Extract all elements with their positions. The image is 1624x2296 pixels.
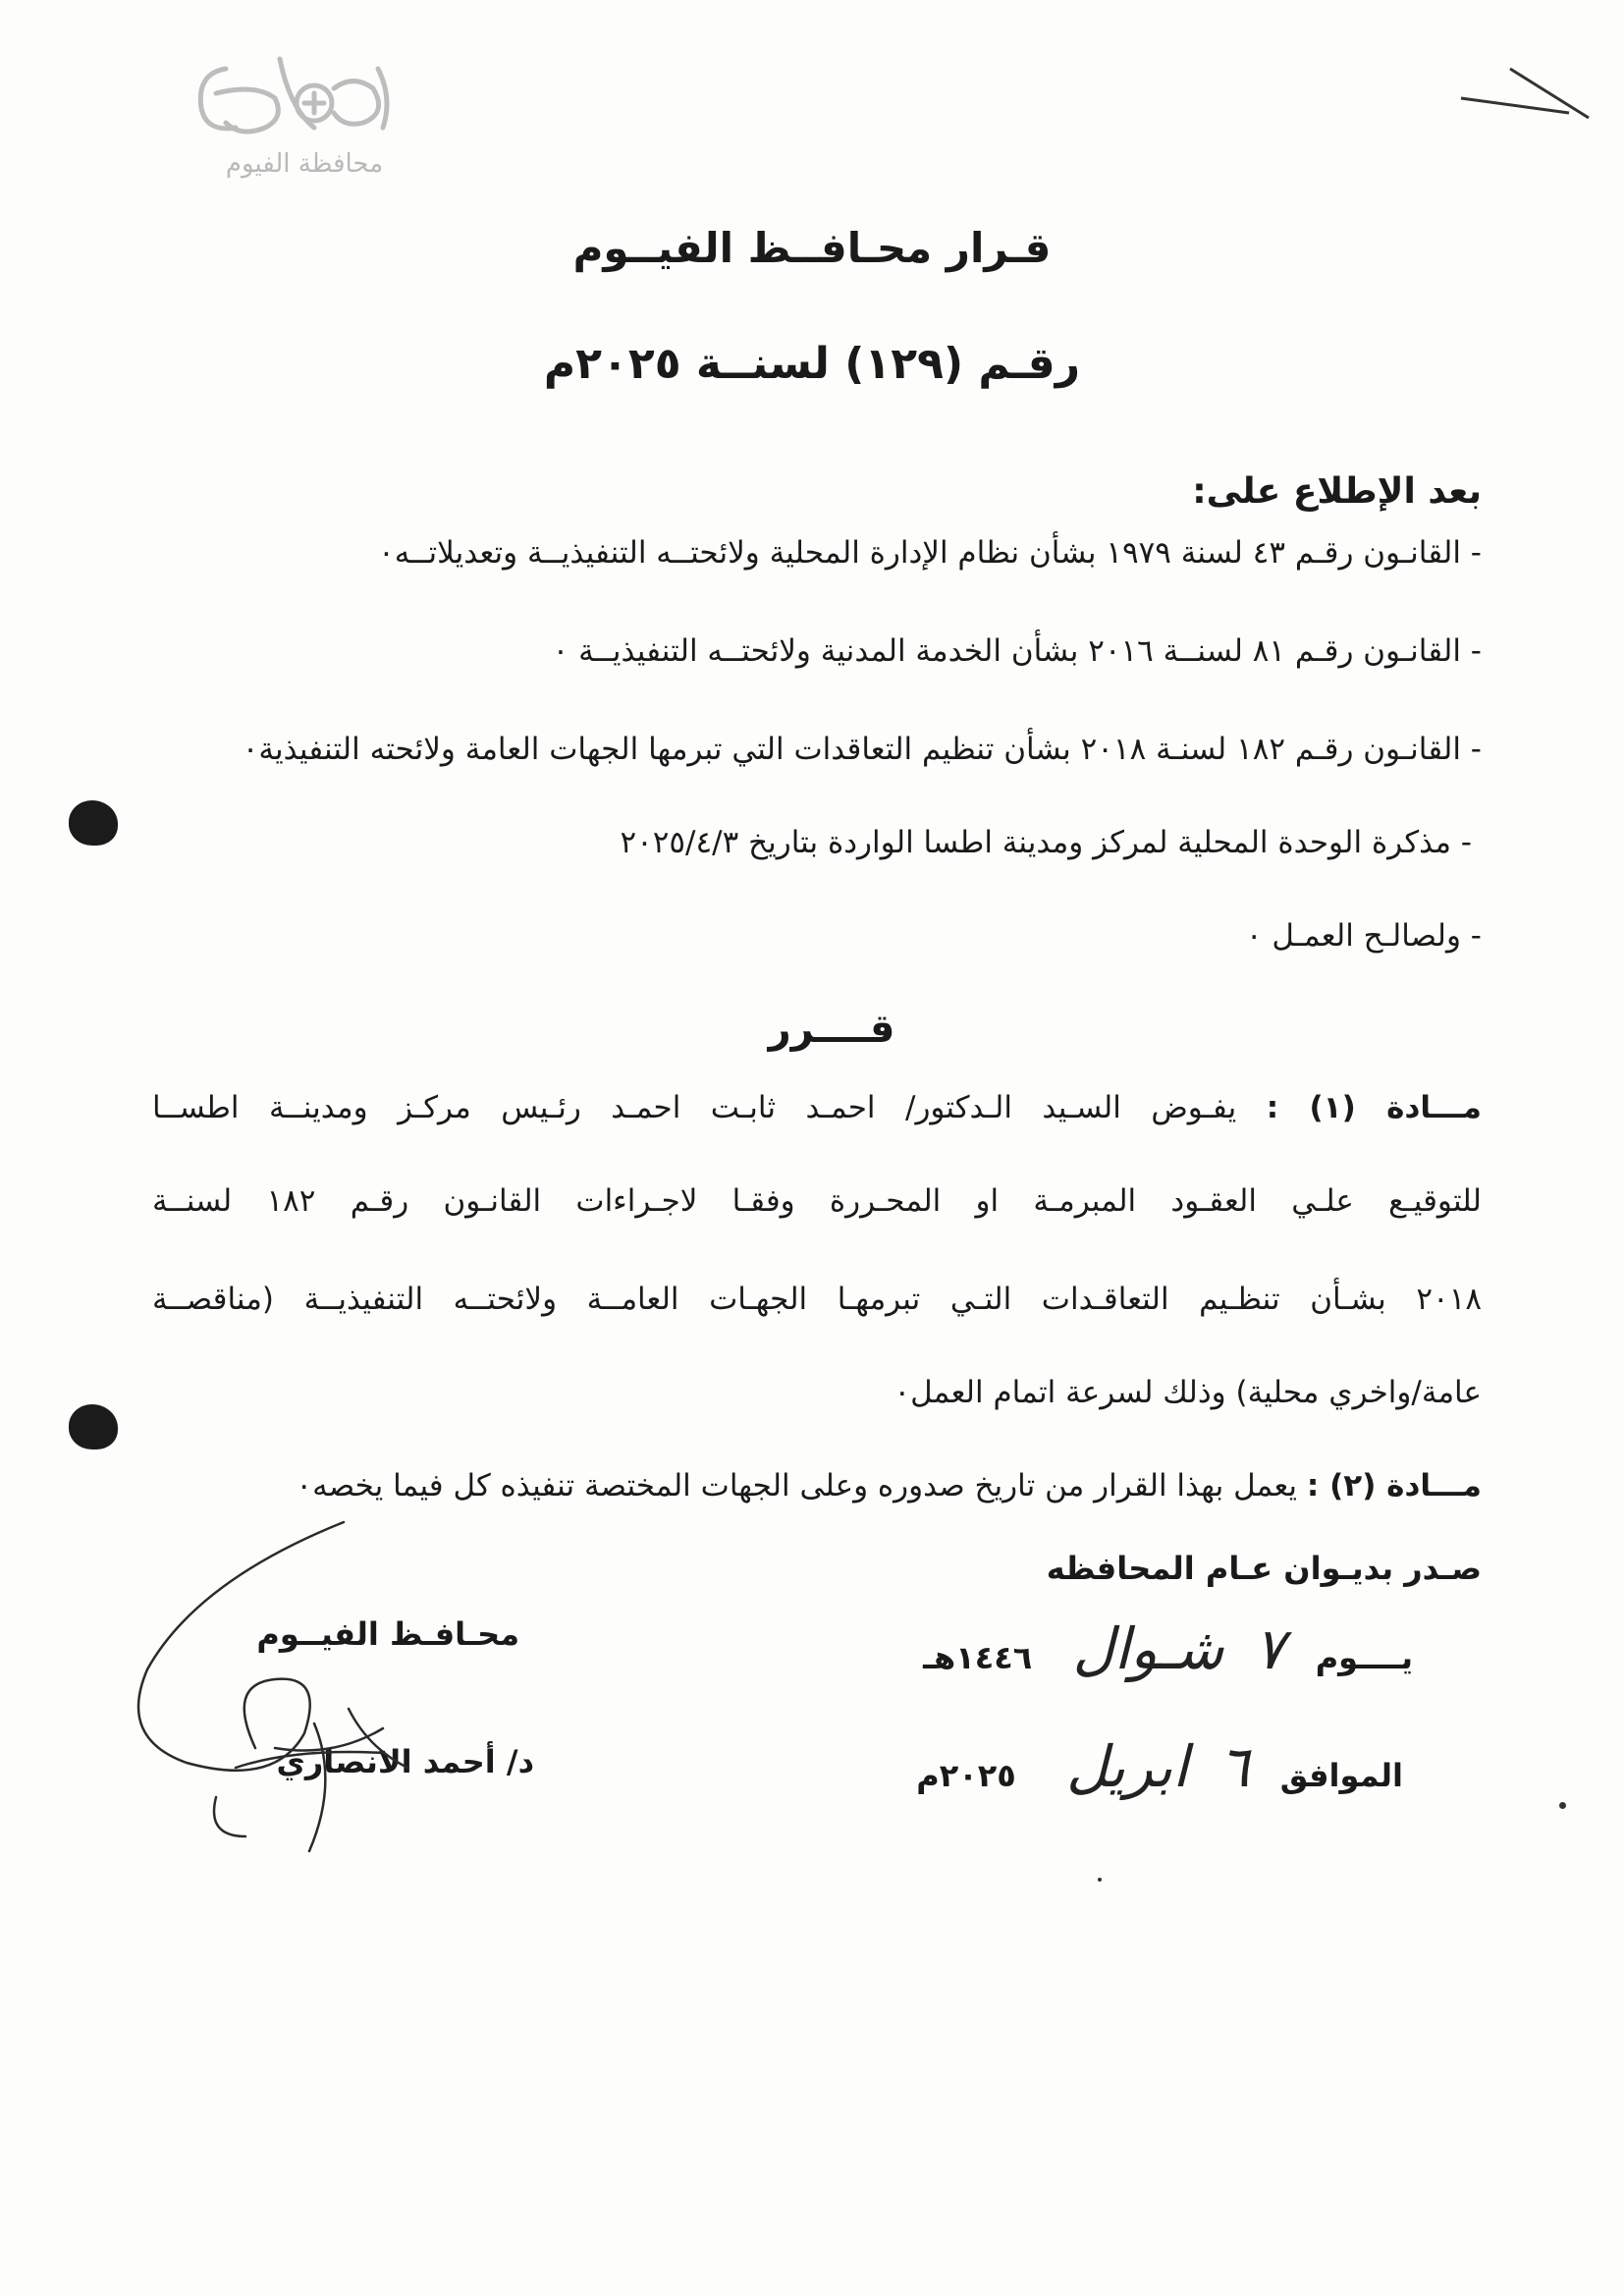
preamble-item: - القانـون رقـم ١٨٢ لسنـة ٢٠١٨ بشأن تنظيم التعاقدات التي تبرمها الجهات العامة ولائحته التنفيذية٠ [242,732,1482,767]
punch-hole [69,1404,118,1449]
issued-at: صـدر بديـوان عـام المحافظه [1046,1550,1482,1587]
preamble-heading: بعد الإطلاع على: [1192,471,1482,512]
logo-calligraphy-icon [187,39,422,157]
punch-hole [69,800,118,846]
article-2-text: يعمل بهذا القرار من تاريخ صدوره وعلى الجهات المختصة تنفيذه كل فيما يخصه٠ [296,1468,1298,1503]
signatory-title: محـافـظ الفيــوم [256,1615,519,1653]
article-1-title: مـــادة (١) : [1266,1090,1483,1125]
decision-heading: قــــرر [768,1007,895,1052]
handwritten-signature [108,1512,520,1876]
article-1-text: يفـوض السـيد الـدكتور/ احمـد ثابـت احمـد رئـيس مركـز ومدينــة اطســا [152,1090,1237,1125]
gregorian-day-handwritten: ٦ [1218,1733,1250,1800]
hijri-year: ١٤٤٦هـ [923,1639,1033,1676]
hijri-date [923,1615,1413,1682]
handwritten-mark [1451,59,1598,137]
logo-text: محافظة الفيوم [225,149,384,179]
hijri-month-handwritten: شـوال [1072,1615,1224,1682]
speck [1559,1802,1566,1809]
gregorian-year: ٢٠٢٥م [916,1757,1016,1794]
preamble-item: - القانـون رقـم ٨١ لسنــة ٢٠١٦ بشأن الخدمة المدنية ولائحتــه التنفيذيــة ٠ [552,633,1482,669]
preamble-item: - القانـون رقـم ٤٣ لسنة ١٩٧٩ بشأن نظام الإدارة المحلية ولائحتــه التنفيذيــة وتعديلاتــه٠ [378,535,1482,571]
gregorian-date [916,1733,1403,1800]
article-1-line [152,1090,1482,1125]
decree-number: رقـم (١٢٩) لسنــة ٢٠٢٥م [543,339,1081,389]
article-1-line: للتوقيـع علـي العقـود المبرمـة او المحـررة وفقـا لاجـراءات القانـون رقـم ١٨٢ لسنــة [152,1183,1483,1219]
gregorian-month-handwritten: ابريل [1065,1733,1189,1800]
gregorian-label: الموافق [1279,1757,1403,1794]
governorate-logo [187,39,422,187]
article-2-line [152,1468,1482,1503]
article-1-line: عامة/واخري محلية) وذلك لسرعة اتمام العمل٠ [893,1375,1482,1410]
preamble-item: - مذكرة الوحدة المحلية لمركز ومدينة اطسا الواردة بتاريخ ٢٠٢٥/٤/٣ [620,825,1472,860]
preamble-item: - ولصالـح العمـل ٠ [1245,918,1482,954]
article-2-title: مـــادة (٢) : [1306,1468,1482,1503]
hijri-label: يــــوم [1315,1639,1413,1676]
speck [1098,1878,1102,1882]
decree-title: قـرار محـافــظ الفيــوم [572,224,1052,272]
article-1-line: ٢٠١٨ بشـأن تنظـيم التعاقـدات التـي تبرمهـا الجهـات العامــة ولائحتــه التنفيذيــة (مناقصــة [152,1282,1482,1317]
hijri-day-handwritten: ٧ [1254,1615,1285,1682]
signatory-name: د/ أحمد الانصاري [276,1743,534,1780]
